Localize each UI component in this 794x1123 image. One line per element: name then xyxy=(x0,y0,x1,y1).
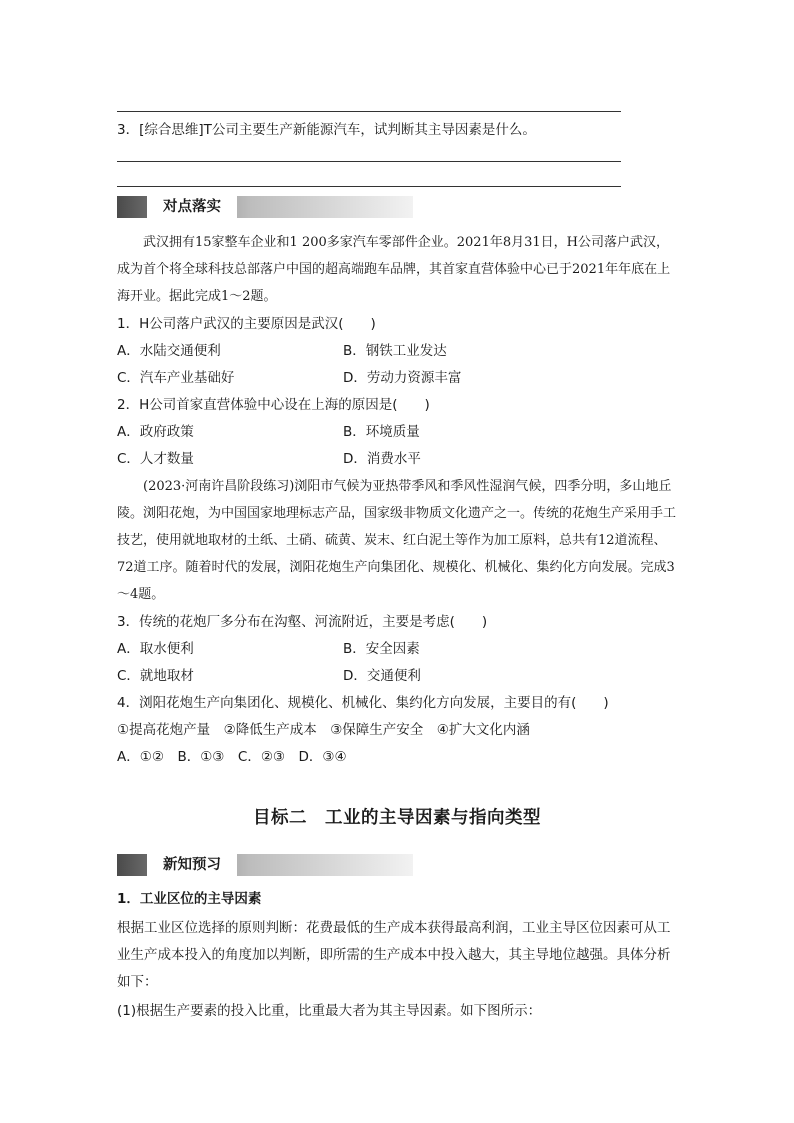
question-2-option-b[interactable]: B．环境质量 xyxy=(343,424,420,440)
question-3-option-c[interactable]: C．就地取材 xyxy=(117,668,194,684)
question-3-option-a[interactable]: A．取水便利 xyxy=(117,641,194,657)
answer-line xyxy=(117,161,621,162)
question-3-option-b[interactable]: B．安全因素 xyxy=(343,641,420,657)
question-2-stem: 2．H公司首家直营体验中心设在上海的原因是( ) xyxy=(117,397,430,413)
answer-line xyxy=(117,111,621,112)
question-2-option-a[interactable]: A．政府政策 xyxy=(117,424,194,440)
reading-passage-2: (2023·河南许昌阶段练习)浏阳市气候为亚热带季风和季风性湿润气候，四季分明，多山地丘陵。浏阳花炮，为中国国家地理标志产品，国家级非物质文化遗产之一。传统的花炮生产采用手工技艺，使用就地取材的土纸、土硝、硫黄、炭末、红白泥土等作为加工原料，总共有12道流程、72道工序。随着时代的发展，浏阳花炮生产向集团化、规模化、机械化、集约化方向发展。完成3～4题。 xyxy=(117,479,677,602)
question-2-option-d[interactable]: D．消费水平 xyxy=(343,451,421,467)
item-1-title: 1．工业区位的主导因素 xyxy=(117,891,262,907)
question-4-stem: 4．浏阳花炮生产向集团化、规模化、机械化、集约化方向发展，主要目的有( ) xyxy=(117,695,609,711)
content-paragraph: 根据工业区位选择的原则判断：花费最低的生产成本获得最高利润，工业主导区位因素可从工业生产成本投入的角度加以判断，即所需的生产成本中投入越大，其主导地位越强。具体分析如下： xyxy=(117,920,671,990)
question-1-stem: 1．H公司落户武汉的主要原因是武汉( ) xyxy=(117,316,376,332)
answer-line xyxy=(117,186,621,187)
reading-passage-1: 武汉拥有15家整车企业和1 200多家汽车零部件企业。2021年8月31日，H公司落户武汉，成为首个将全球科技总部落户中国的超高端跑车品牌，其首家直营体验中心已于2021年年底在上海开业。据此完成1～2题。 xyxy=(117,235,671,304)
question-4-options[interactable]: A．①② B．①③ C．②③ D．③④ xyxy=(117,749,347,765)
point-1: (1)根据生产要素的投入比重，比重最大者为其主导因素。如下图所示： xyxy=(117,1003,542,1019)
question-3-stem: 3．传统的花炮厂多分布在沟壑、河流附近，主要是考虑( ) xyxy=(117,614,488,630)
question-3-prompt: 3．[综合思维]T公司主要生产新能源汽车，试判断其主导因素是什么。 xyxy=(117,122,536,138)
question-2-option-c[interactable]: C．人才数量 xyxy=(117,451,194,467)
question-1-option-c[interactable]: C．汽车产业基础好 xyxy=(117,370,235,386)
question-1-option-d[interactable]: D．劳动力资源丰富 xyxy=(343,370,462,386)
question-3-option-d[interactable]: D．交通便利 xyxy=(343,668,421,684)
question-1-option-a[interactable]: A．水陆交通便利 xyxy=(117,343,221,359)
section-heading: 目标二 工业的主导因素与指向类型 xyxy=(253,808,541,828)
banner-label: 对点落实 xyxy=(147,196,237,218)
section-banner-practice xyxy=(117,196,413,218)
banner-label: 新知预习 xyxy=(147,854,237,876)
question-4-statements: ①提高花炮产量 ②降低生产成本 ③保障生产安全 ④扩大文化内涵 xyxy=(117,722,530,738)
question-1-option-b[interactable]: B．钢铁工业发达 xyxy=(343,343,447,359)
section-banner-preview xyxy=(117,854,413,876)
